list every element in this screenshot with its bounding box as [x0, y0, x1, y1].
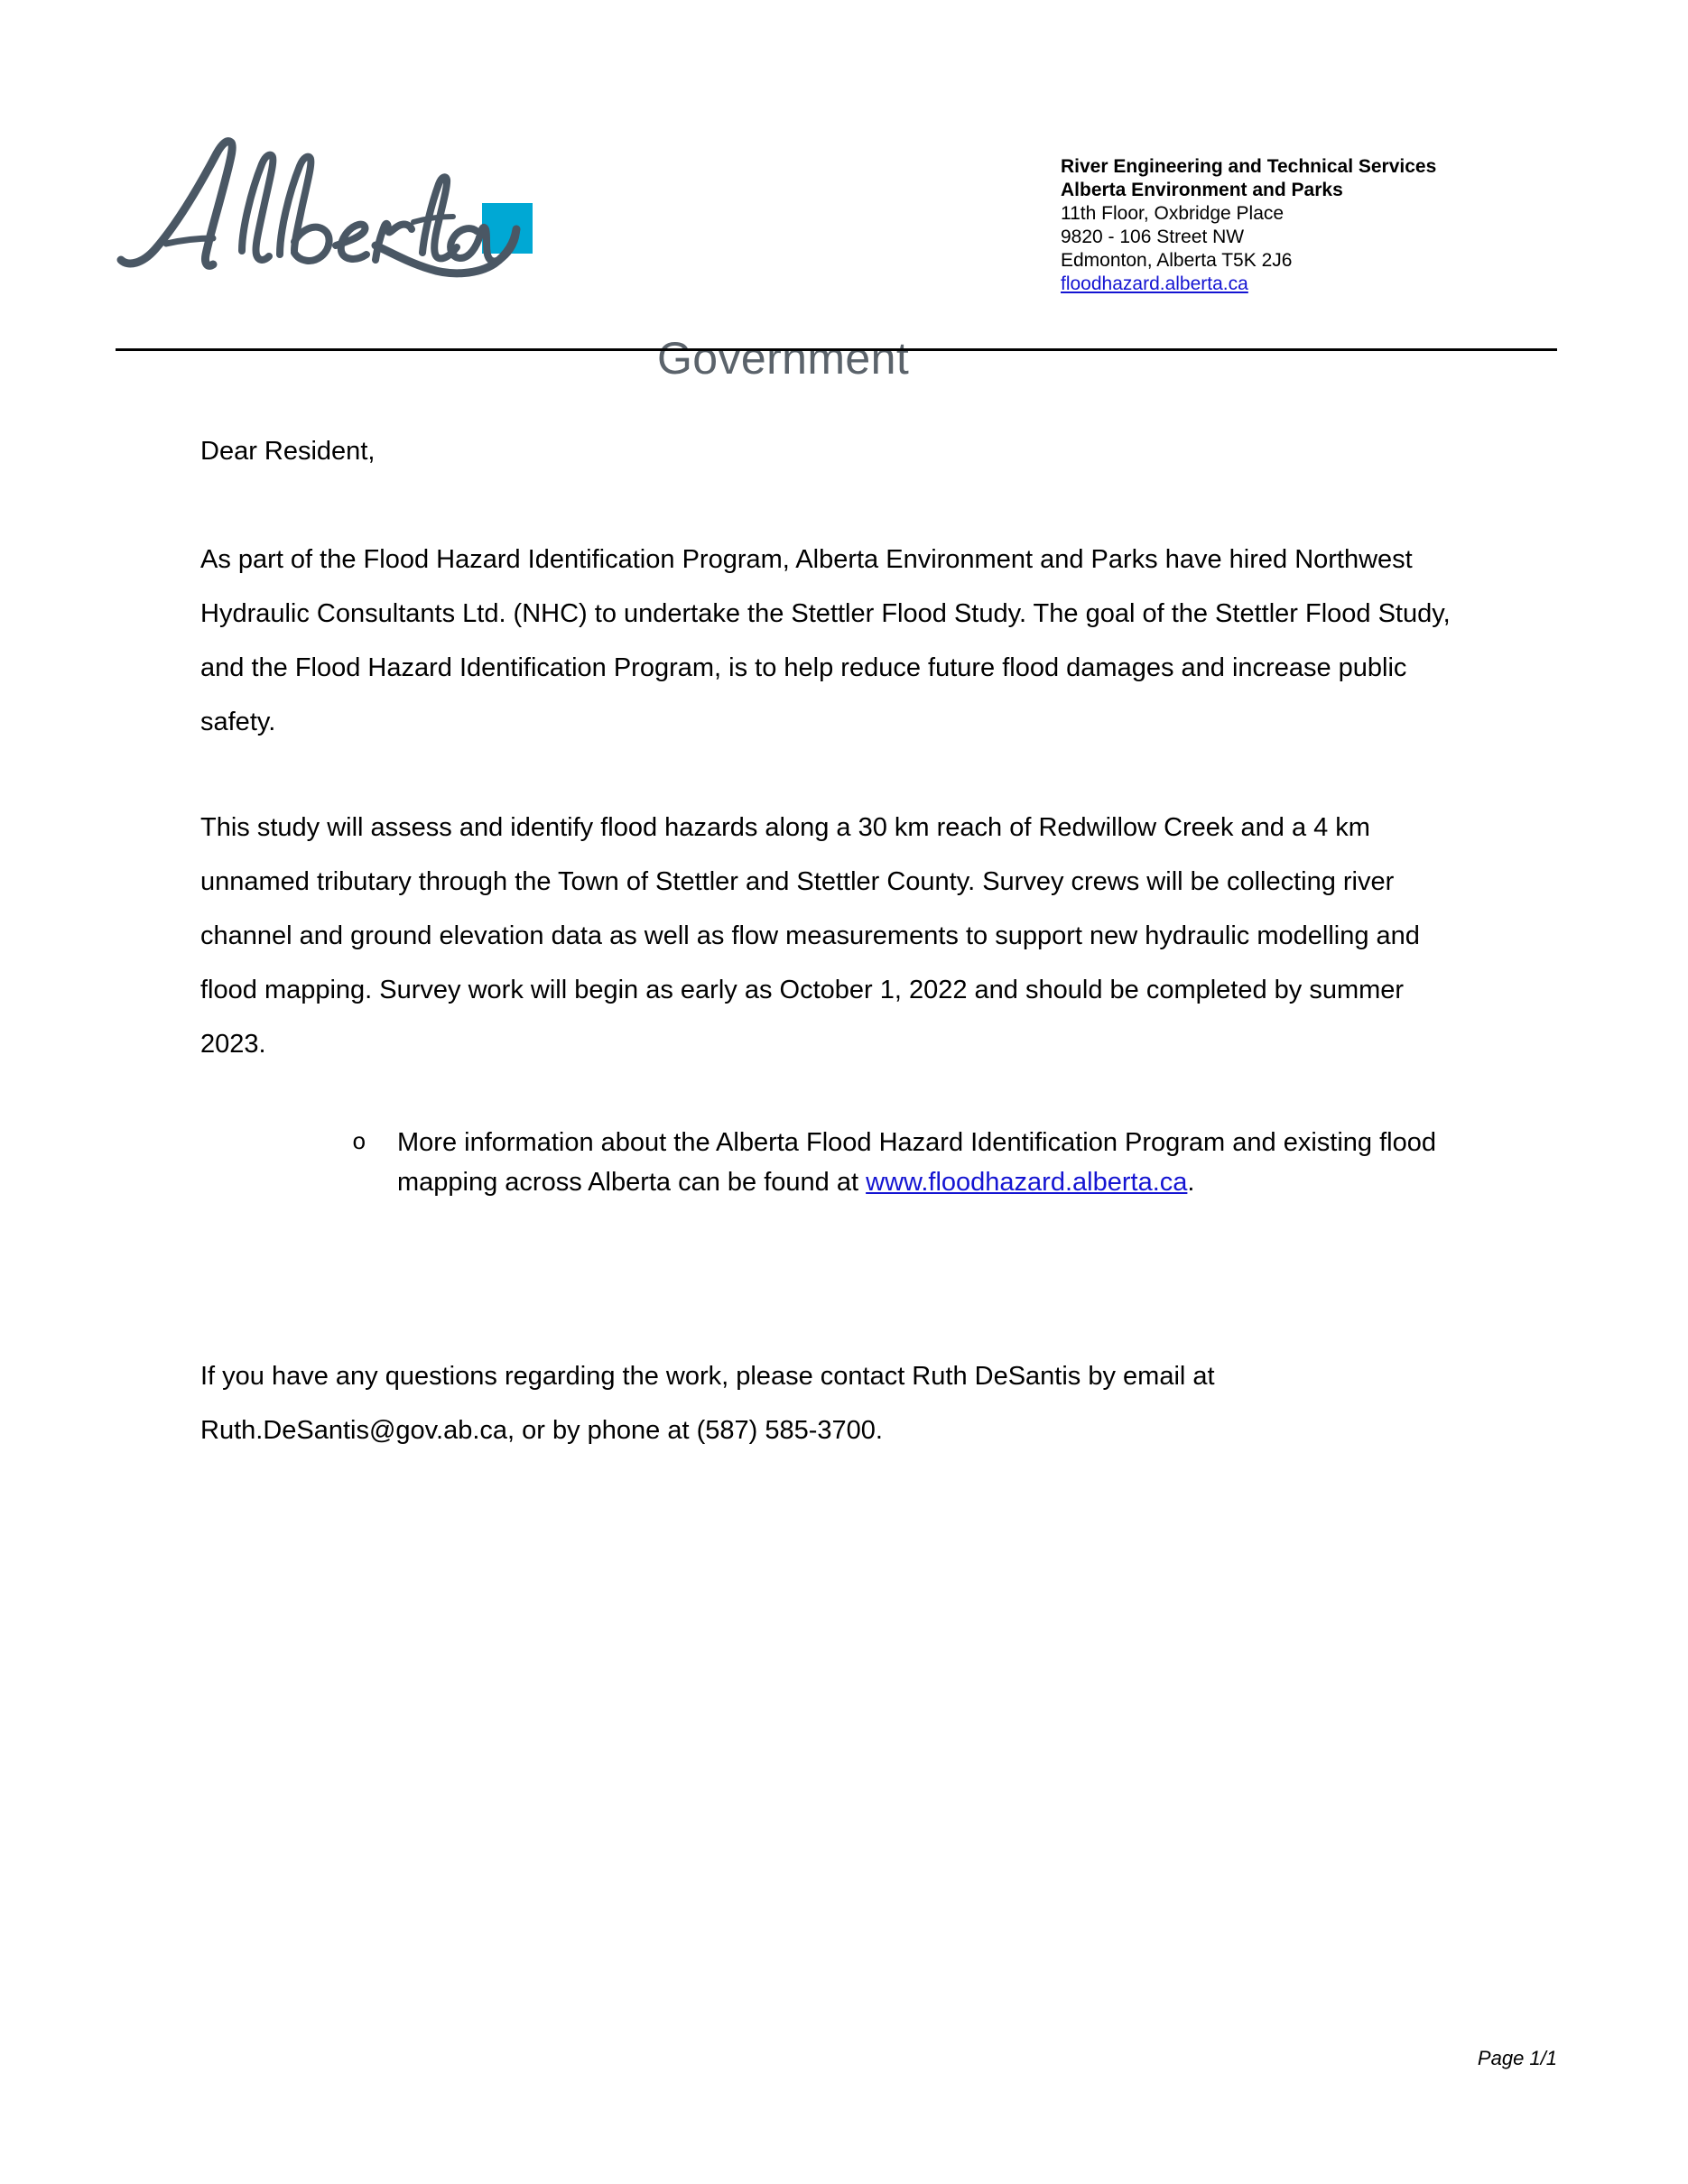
alberta-script-logo-icon	[116, 135, 567, 280]
page-number-label: Page 1/1	[1477, 2047, 1557, 2069]
letter-paragraph-1: As part of the Flood Hazard Identification Program, Alberta Environment and Parks have hired Northwest Hydraulic Consultants Ltd. (NHC) to undertake the Stettler Flood Study. The goal of the Stettler Flood Study, and the Flood Hazard Identification Program, is to help reduce future flood damages and increase public safety.	[200, 545, 1451, 736]
list-item	[200, 1123, 1464, 1202]
letter-body	[200, 424, 1464, 1202]
address-line-floor: 11th Floor, Oxbridge Place	[1061, 203, 1285, 224]
bullet-text-lead: More information about the Alberta Flood Hazard Identification Program and existing flood mapping across Alberta can be found at	[397, 1128, 1436, 1197]
letterhead-address-block	[1061, 155, 1566, 296]
letterhead	[0, 0, 1688, 384]
floodhazard-website-link[interactable]: www.floodhazard.alberta.ca	[866, 1168, 1188, 1197]
letter-closing-paragraph: If you have any questions regarding the work, please contact Ruth DeSantis by email at Ruth.DeSantis@gov.ab.ca, or by phone at (587) 585-3700.	[200, 1362, 1215, 1445]
bullet-text-trail: .	[1187, 1168, 1195, 1197]
page-footer	[0, 2047, 1557, 2070]
address-line-street: 9820 - 106 Street NW	[1061, 227, 1245, 247]
letter-paragraph-2: This study will assess and identify flood hazards along a 30 km reach of Redwillow Creek and a 4 km unnamed tributary through the Town of Stettler and Stettler County. Survey crews will be collecting river channel and ground elevation data as well as flow measurements to support new hydraulic modelling and flood mapping. Survey work will begin as early as October 1, 2022 and should be completed by summer 2023.	[200, 813, 1420, 1059]
address-line-division: River Engineering and Technical Services	[1061, 156, 1437, 177]
address-line-ministry: Alberta Environment and Parks	[1061, 180, 1343, 200]
address-line-city: Edmonton, Alberta T5K 2J6	[1061, 250, 1293, 271]
logo-script-strokes	[121, 142, 516, 273]
info-bullet-list	[200, 1123, 1464, 1202]
letter-closing	[200, 1349, 1464, 1458]
alberta-government-logo	[116, 135, 946, 384]
bullet-marker-circle-icon: o	[352, 1129, 366, 1156]
letterhead-website-link[interactable]: floodhazard.alberta.ca	[1061, 273, 1248, 294]
letter-salutation: Dear Resident,	[200, 437, 376, 466]
letterhead-divider	[116, 348, 1557, 351]
logo-wordmark-government: Government	[657, 333, 910, 384]
